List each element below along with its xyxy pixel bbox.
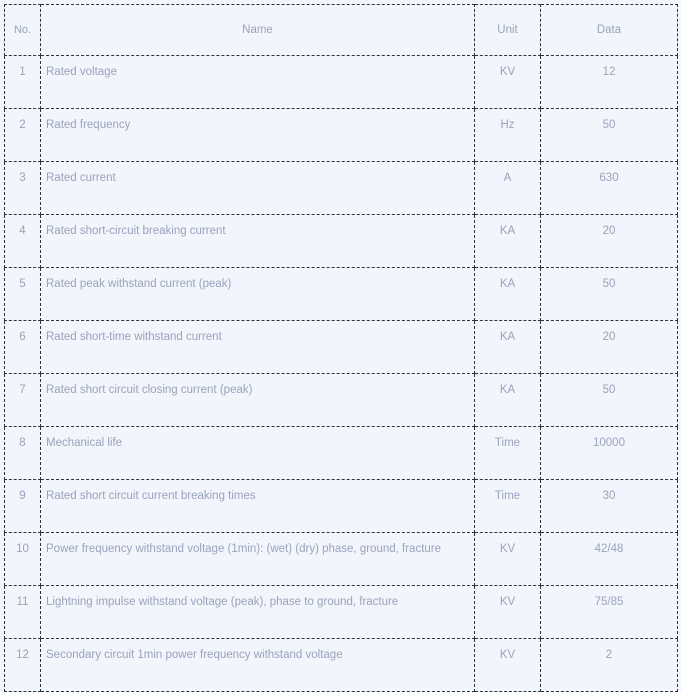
row-no-cell (5, 321, 41, 374)
table-row (5, 215, 678, 268)
row-data-text: 20 (602, 225, 616, 237)
row-no-text: 11 (16, 596, 29, 608)
row-name-text: Secondary circuit 1min power frequency withstand voltage (46, 649, 343, 661)
row-unit-cell (475, 480, 541, 533)
row-unit-text: KV (499, 649, 516, 661)
row-no-text: 7 (19, 384, 26, 396)
row-name-text: Power frequency withstand voltage (1min): (wet) (dry) phase, ground, fracture (46, 543, 442, 555)
row-data-text: 630 (599, 172, 619, 184)
column-header-no: No. (5, 5, 41, 56)
row-name-cell (41, 56, 475, 109)
column-header-name: Name (41, 5, 475, 56)
table-row (5, 533, 678, 586)
column-header-data: Data (541, 5, 678, 56)
row-unit-cell (475, 321, 541, 374)
table-header-row (5, 5, 678, 56)
table-row (5, 374, 678, 427)
row-data-text: 30 (602, 490, 616, 502)
row-unit-cell (475, 162, 541, 215)
row-unit-text: KA (499, 384, 516, 396)
row-no-text: 8 (19, 437, 26, 449)
row-name-cell (41, 586, 475, 639)
row-data-cell (541, 109, 678, 162)
row-name-cell (41, 215, 475, 268)
row-data-text: 50 (602, 384, 616, 396)
row-name-text: Rated voltage (46, 66, 117, 78)
row-no-cell (5, 162, 41, 215)
row-name-cell (41, 268, 475, 321)
row-unit-text: KV (499, 543, 516, 555)
row-unit-text: KV (499, 596, 516, 608)
row-unit-cell (475, 639, 541, 692)
row-data-text: 20 (602, 331, 616, 343)
row-no-text: 2 (19, 119, 26, 131)
row-no-text: 3 (19, 172, 26, 184)
row-no-cell (5, 109, 41, 162)
row-no-text: 1 (19, 66, 26, 78)
row-name-text: Rated short-time withstand current (46, 331, 222, 343)
table-row (5, 268, 678, 321)
row-no-cell (5, 427, 41, 480)
row-no-cell (5, 533, 41, 586)
row-no-cell (5, 56, 41, 109)
row-unit-cell (475, 56, 541, 109)
row-unit-text: Time (494, 437, 521, 449)
row-data-cell (541, 321, 678, 374)
row-unit-cell (475, 268, 541, 321)
row-unit-cell (475, 215, 541, 268)
row-unit-cell (475, 109, 541, 162)
row-data-cell (541, 162, 678, 215)
row-data-cell (541, 533, 678, 586)
row-name-text: Rated short circuit closing current (peak) (46, 384, 253, 396)
table-row (5, 56, 678, 109)
table-row (5, 109, 678, 162)
row-no-text: 5 (19, 278, 26, 290)
row-name-cell (41, 162, 475, 215)
row-name-cell (41, 321, 475, 374)
row-data-cell (541, 480, 678, 533)
row-no-text: 12 (16, 649, 29, 661)
row-data-text: 42/48 (594, 543, 624, 555)
row-data-cell (541, 56, 678, 109)
row-name-cell (41, 374, 475, 427)
row-unit-text: A (503, 172, 512, 184)
row-name-text: Rated short-circuit breaking current (46, 225, 226, 237)
row-data-text: 50 (602, 278, 616, 290)
row-no-cell (5, 268, 41, 321)
row-data-cell (541, 639, 678, 692)
row-unit-text: KA (499, 278, 516, 290)
row-no-text: 4 (19, 225, 26, 237)
row-unit-text: Hz (500, 119, 515, 131)
row-name-text: Rated frequency (46, 119, 131, 131)
row-no-cell (5, 374, 41, 427)
row-data-text: 2 (605, 649, 613, 661)
row-name-text: Mechanical life (46, 437, 123, 449)
row-data-text: 75/85 (594, 596, 624, 608)
row-data-cell (541, 215, 678, 268)
row-unit-text: KV (499, 66, 516, 78)
table-body (5, 56, 678, 692)
row-data-cell (541, 268, 678, 321)
row-data-text: 12 (602, 66, 616, 78)
table-row (5, 427, 678, 480)
table-row (5, 480, 678, 533)
row-data-cell (541, 427, 678, 480)
row-data-text: 10000 (593, 437, 625, 449)
row-no-cell (5, 480, 41, 533)
row-unit-cell (475, 427, 541, 480)
row-no-text: 9 (19, 490, 26, 502)
table-row (5, 162, 678, 215)
row-no-cell (5, 215, 41, 268)
row-unit-cell (475, 374, 541, 427)
column-header-unit: Unit (475, 5, 541, 56)
row-name-cell (41, 533, 475, 586)
row-data-text: 50 (602, 119, 616, 131)
table-row (5, 639, 678, 692)
row-unit-cell (475, 533, 541, 586)
row-no-cell (5, 586, 41, 639)
row-name-text: Lightning impulse withstand voltage (peak), phase to ground, fracture (46, 596, 399, 608)
row-name-cell (41, 639, 475, 692)
row-unit-text: Time (494, 490, 521, 502)
row-no-cell (5, 639, 41, 692)
row-unit-text: KA (499, 225, 516, 237)
table-row (5, 321, 678, 374)
row-name-text: Rated short circuit current breaking times (46, 490, 256, 502)
row-data-cell (541, 586, 678, 639)
row-unit-text: KA (499, 331, 516, 343)
table-row (5, 586, 678, 639)
row-name-text: Rated current (46, 172, 116, 184)
row-no-text: 6 (19, 331, 26, 343)
row-name-cell (41, 480, 475, 533)
row-name-cell (41, 109, 475, 162)
row-name-cell (41, 427, 475, 480)
specifications-table (4, 4, 678, 692)
row-data-cell (541, 374, 678, 427)
row-unit-cell (475, 586, 541, 639)
row-no-text: 10 (16, 543, 29, 555)
row-name-text: Rated peak withstand current (peak) (46, 278, 232, 290)
